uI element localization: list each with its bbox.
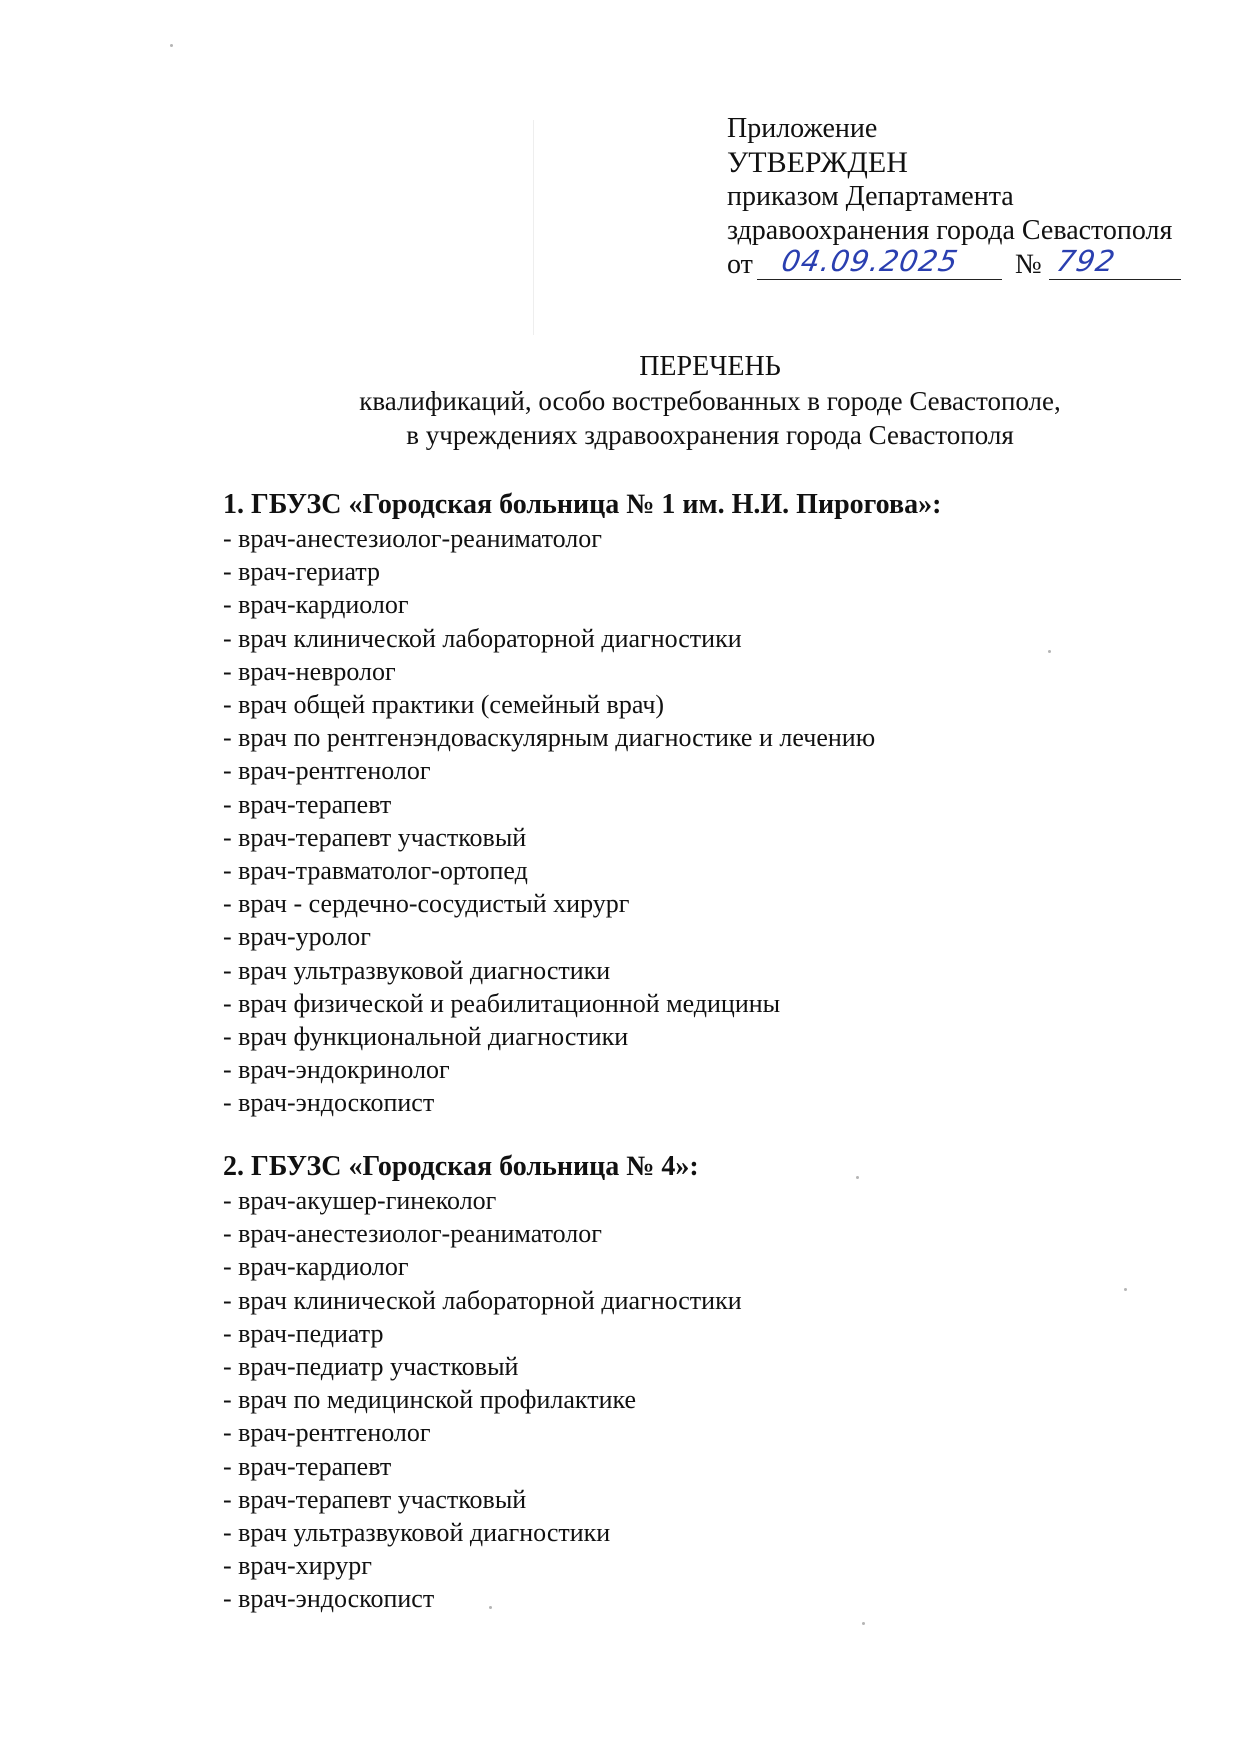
list-item: - врач-эндоскопист [223, 1584, 435, 1614]
handwritten-date: 04.09.2025 [779, 244, 962, 278]
date-underline [757, 279, 1002, 280]
list-item: - врач-кардиолог [223, 590, 409, 620]
list-item: - врач-кардиолог [223, 1252, 409, 1282]
list-item: - врач-акушер-гинеколог [223, 1186, 497, 1215]
list-item: - врач-уролог [223, 922, 371, 952]
from-label: от [727, 249, 753, 280]
organization-section-2 [223, 1150, 1203, 1616]
scan-artifact-line [533, 120, 534, 335]
scan-speck [1048, 650, 1051, 653]
list-item: - врач-терапевт [223, 789, 392, 819]
list-item: - врач физической и реабилитационной медицины [223, 988, 781, 1018]
organization-heading: 1. ГБУЗС «Городская больница № 1 им. Н.И. Пирогова»: [223, 489, 942, 520]
list-item: - врач-эндоскопист [223, 1088, 435, 1118]
date-number-row [727, 244, 1227, 284]
document-title [280, 350, 1140, 452]
list-item: - врач клинической лабораторной диагностики [223, 623, 742, 653]
scan-speck [1124, 1288, 1127, 1291]
list-item: - врач функциональной диагностики [223, 1022, 629, 1052]
list-item: - врач-анестезиолог-реаниматолог [223, 524, 602, 553]
list-item: - врач общей практики (семейный врач) [223, 690, 665, 720]
list-item: - врач-педиатр [223, 1318, 384, 1348]
qualification-list [223, 1184, 1203, 1616]
list-item: - врач-рентгенолог [223, 1418, 431, 1448]
title-line-2: в учреждениях здравоохранения города Севастополя [406, 420, 1014, 450]
scan-speck [170, 44, 173, 47]
order-line-2: здравоохранения города Севастополя [727, 215, 1173, 246]
scan-speck [862, 1622, 865, 1625]
qualification-list [223, 522, 1203, 1120]
list-item: - врач-терапевт участковый [223, 1484, 527, 1514]
list-item: - врач ультразвуковой диагностики [223, 1518, 611, 1548]
list-item: - врач по рентгенэндоваскулярным диагностике и лечению [223, 723, 876, 753]
title-main: ПЕРЕЧЕНЬ [639, 351, 781, 382]
number-underline [1049, 279, 1181, 280]
scan-speck [489, 1606, 492, 1609]
handwritten-number: 792 [1054, 244, 1119, 278]
list-item: - врач-гериатр [223, 557, 380, 587]
approved-label: УТВЕРЖДЕН [727, 146, 908, 179]
organization-section-1 [223, 488, 1203, 1120]
list-item: - врач по медицинской профилактике [223, 1385, 637, 1415]
list-item: - врач - сердечно-сосудистый хирург [223, 889, 630, 919]
list-item: - врач-травматолог-ортопед [223, 856, 528, 886]
list-item: - врач клинической лабораторной диагностики [223, 1285, 742, 1315]
list-item: - врач-хирург [223, 1551, 372, 1581]
list-item: - врач-терапевт [223, 1451, 392, 1481]
organization-heading: 2. ГБУЗС «Городская больница № 4»: [223, 1151, 699, 1182]
list-item: - врач ультразвуковой диагностики [223, 955, 611, 985]
list-item: - врач-терапевт участковый [223, 822, 527, 852]
list-item: - врач-рентгенолог [223, 756, 431, 786]
list-item: - врач-анестезиолог-реаниматолог [223, 1219, 602, 1249]
list-item: - врач-педиатр участковый [223, 1352, 519, 1382]
list-item: - врач-эндокринолог [223, 1055, 450, 1085]
appendix-label: Приложение [727, 113, 878, 144]
order-line-1: приказом Департамента [727, 181, 1014, 212]
title-line-1: квалификаций, особо востребованных в городе Севастополе, [359, 386, 1061, 416]
number-label: № [1015, 249, 1042, 280]
list-item: - врач-невролог [223, 656, 396, 686]
approval-block [727, 112, 1227, 284]
scan-speck [856, 1176, 859, 1179]
